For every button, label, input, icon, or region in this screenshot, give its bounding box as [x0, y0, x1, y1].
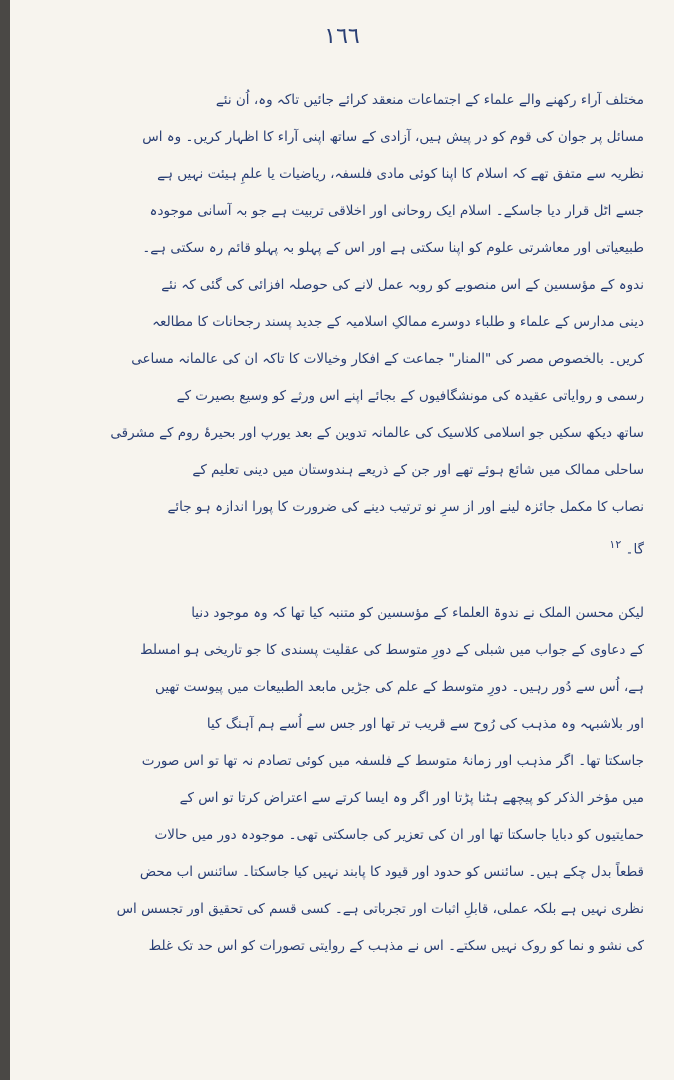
- text-line: کے دعاوی کے جواب میں شبلی کے دورِ متوسط کی عقلیت پسندی کا جو تاریخی ہو امسلط: [140, 642, 644, 658]
- page-number: ١٦٦: [324, 24, 360, 49]
- text-line: نظری نہیں ہے بلکہ عملی، قابلِ اثبات اور تجرباتی ہے۔ کسی قسم کی تحقیق اور تجسس اس: [116, 901, 644, 917]
- page-body: [48, 82, 644, 965]
- text-line: طبیعیاتی اور معاشرتی علوم کو اپنا سکتی ہے اور اس کے پہلو بہ پہلو قائم رہ سکتی ہے۔: [142, 240, 644, 256]
- text-line: ندوہ کے مؤسسین کے اس منصوبے کو روبہ عمل لانے کی حوصلہ افزائی کی گئی کہ نئے: [161, 277, 644, 293]
- text-line: میں مؤخر الذکر کو پیچھے ہٹنا پڑتا اور اگر وہ ایسا کرتے سے اعتراض کرتا تو اس کے: [179, 790, 644, 806]
- text-line: کی نشو و نما کو روک نہیں سکتے۔ اس نے مذہب کے روایتی تصورات کو اس حد تک غلط: [148, 938, 644, 954]
- paragraph-gap: [48, 563, 644, 595]
- paragraph-2: [48, 595, 644, 965]
- text-line: ہے، اُس سے دُور رہیں۔ دورِ متوسط کے علم کی جڑیں مابعد الطبیعات میں پیوست تھیں: [155, 679, 644, 695]
- text-line: رسمی و روایاتی عقیدہ کی مونشگافیوں کے بجائے اپنے اس ورثے کو وسیع بصیرت کے: [176, 388, 644, 404]
- text-line: جسے اٹل قرار دیا جاسکے۔ اسلام ایک روحانی اور اخلاقی تربیت ہے جو بہ آسانی موجودہ: [149, 203, 644, 219]
- text-line: قطعاً بدل چکے ہیں۔ سائنس کو حدود اور قیود کا پابند نہیں کیا جاسکتا۔ سائنس اب محض: [139, 864, 644, 880]
- text-line: نظریہ سے متفق تھے کہ اسلام کا اپنا کوئی مادی فلسفہ، ریاضیات یا علمِ ہیئت نہیں ہے: [157, 166, 644, 182]
- text-line: مختلف آراء رکھنے والے علماء کے اجتماعات منعقد کرائے جائیں تاکہ وہ، اُن نئے: [215, 92, 644, 108]
- text-line: اور بلاشبہہ وہ مذہب کی رُوح سے قریب تر تھا اور جس سے اُسے ہم آہنگ کیا: [206, 716, 644, 732]
- paragraph-1: [48, 82, 644, 563]
- text-line: دینی مدارس کے علماء و طلباء دوسرے ممالکِ اسلامیہ کے جدید پسند رجحانات کا مطالعہ: [152, 314, 644, 330]
- text-line: ساحلی ممالک میں شائع ہوئے تھے اور جن کے ذریعے ہندوستان میں دینی تعلیم کے: [192, 462, 644, 478]
- text-line: لیکن محسن الملک نے ندوۃ العلماء کے مؤسسین کو متنبہ کیا تھا کہ وہ موجود دنیا: [191, 605, 644, 621]
- text-line: ساتھ دیکھ سکیں جو اسلامی کلاسیک کی عالمانہ تدوین کے بعد یورپ اور بحیرۂ روم کے مشرقی: [110, 425, 644, 441]
- text-line: کریں۔ بالخصوص مصر کی "المنار" جماعت کے افکار وخیالات کا تاکہ ان کی عالمانہ مساعی: [131, 351, 644, 367]
- text-line: نصاب کا مکمل جائزہ لینے اور از سرِ نو ترتیب دینے کی ضرورت کا پورا اندازہ ہو جائے: [167, 499, 644, 515]
- text-line: مسائل پر جوان کی قوم کو در پیش ہیں، آزادی کے ساتھ اپنی آراء کا اظہار کریں۔ وہ اس: [142, 129, 644, 145]
- text-fragment: گا۔: [625, 541, 644, 558]
- text-line: حمایتیوں کو دبایا جاسکتا تھا اور ان کی تعزیر کی جاسکتی تھی۔ موجودہ دور میں حالات: [154, 827, 644, 843]
- text-line: جاسکتا تھا۔ اگر مذہب اور زمانۂ متوسط کے فلسفہ میں کوئی تصادم نہ تھا تو اس صورت: [141, 753, 644, 769]
- text-line-last: [48, 526, 644, 563]
- footnote-mark: ۱۲: [609, 538, 622, 551]
